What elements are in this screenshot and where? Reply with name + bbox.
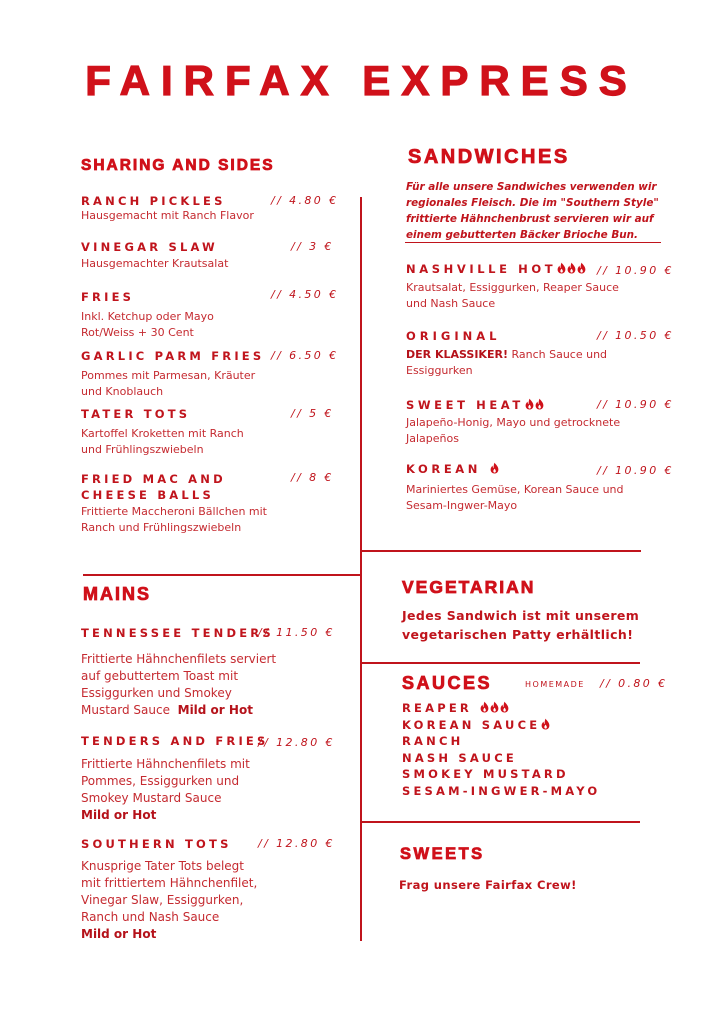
vegetarian-note: [402, 606, 639, 644]
item-price: // 4.80 €: [271, 194, 339, 207]
item-price: // 3 €: [291, 240, 334, 253]
description-line: mit frittiertem Hähnchenfilet,: [81, 876, 258, 890]
description-line: und Knoblauch: [81, 385, 164, 398]
item-price: // 4.50 €: [271, 288, 339, 301]
item-description: [406, 482, 624, 514]
description-line: Frittierte Hähnchenfilets serviert: [81, 652, 277, 666]
description-line: Essiggurken und Smokey: [81, 686, 232, 700]
item-price: // 10.90 €: [597, 464, 674, 477]
flame-icon: [557, 262, 566, 274]
description-line: Kartoffel Kroketten mit Ranch: [81, 427, 244, 440]
description-line: Pommes, Essiggurken und: [81, 774, 240, 788]
sandwich-intro: [406, 179, 659, 243]
item-price: // 10.90 €: [597, 264, 674, 277]
intro-line: Für alle unsere Sandwiches verwenden wir: [406, 181, 657, 193]
item-description: Hausgemacht mit Ranch Flavor: [81, 209, 254, 222]
mains-top-divider: [83, 574, 362, 576]
item-description: [406, 347, 607, 379]
item-description: [81, 858, 257, 943]
sauce-item: SESAM-INGWER-MAYO: [402, 783, 601, 798]
note-line: Jedes Sandwich ist mit unserem: [402, 608, 640, 623]
item-description: Hausgemachter Krautsalat: [81, 257, 229, 270]
description-line: Essiggurken: [406, 364, 473, 377]
description-line: auf gebuttertem Toast mit: [81, 669, 239, 683]
item-name: TENNESSEE TENDERS: [81, 626, 274, 640]
description-line: Mariniertes Gemüse, Korean Sauce und: [406, 483, 624, 496]
item-description: [81, 368, 255, 400]
sauce-item: [402, 700, 600, 717]
description-text: Ranch Sauce und: [507, 348, 608, 361]
section-heading-sweets: SWEETS: [400, 845, 485, 863]
item-price: // 5 €: [291, 407, 334, 420]
flame-icon: [535, 398, 544, 410]
item-name-text: KOREAN: [406, 462, 482, 476]
description-line: Ranch und Frühlingszwiebeln: [81, 521, 242, 534]
item-price: // 8 €: [291, 471, 334, 484]
section-heading-mains: MAINS: [83, 584, 151, 604]
sauce-item: RANCH: [402, 734, 464, 748]
item-name: TENDERS AND FRIES: [81, 734, 269, 748]
flame-icon: [490, 462, 499, 474]
description-line: Krautsalat, Essiggurken, Reaper Sauce: [406, 281, 619, 294]
item-price: // 12.80 €: [258, 736, 335, 749]
sauce-item: SMOKEY MUSTARD: [402, 767, 569, 781]
item-name: [406, 398, 544, 412]
description-line: Knusprige Tater Tots belegt: [81, 859, 245, 873]
sauces-price: // 0.80 €: [600, 677, 668, 690]
item-name-line: CHEESE BALLS: [81, 488, 214, 502]
description-line: Inkl. Ketchup oder Mayo: [81, 310, 214, 323]
flame-icon: [490, 701, 499, 713]
description-highlight: DER KLASSIKER!: [406, 348, 508, 361]
description-line: Jalapeños: [406, 432, 459, 445]
item-name: RANCH PICKLES: [81, 194, 226, 208]
note-line: vegetarischen Patty erhältlich!: [402, 627, 634, 642]
vegetarian-top-divider: [361, 550, 641, 552]
homemade-label: HOMEMADE: [525, 680, 585, 689]
item-description: [81, 426, 244, 458]
sweets-top-divider: [361, 821, 640, 823]
item-name: FRIES: [81, 290, 135, 304]
sauce-item: [402, 717, 600, 734]
center-vertical-divider: [360, 197, 362, 941]
section-heading-sandwiches: SANDWICHES: [408, 146, 570, 168]
item-price: // 6.50 €: [271, 349, 339, 362]
sweets-note: Frag unsere Fairfax Crew!: [399, 878, 577, 892]
description-line: Sesam-Ingwer-Mayo: [406, 499, 518, 512]
item-description: [81, 651, 276, 719]
spice-option-label: Mild or Hot: [177, 703, 253, 717]
item-price: // 11.50 €: [258, 626, 335, 639]
item-name: ORIGINAL: [406, 329, 501, 343]
description-line: Smokey Mustard Sauce: [81, 791, 222, 805]
section-heading-sauces: SAUCES: [402, 673, 493, 693]
spice-option-label: Mild or Hot: [81, 808, 157, 822]
description-line: Vinegar Slaw, Essiggurken,: [81, 893, 244, 907]
description-line: Jalapeño-Honig, Mayo und getrocknete: [406, 416, 621, 429]
description-text: Mustard Sauce: [81, 703, 170, 717]
intro-line: einem gebutterten Bäcker Brioche Bun.: [406, 229, 638, 241]
flame-icon: [577, 262, 586, 274]
flame-icon: [525, 398, 534, 410]
spice-option-label: Mild or Hot: [81, 927, 157, 941]
sauce-name: KOREAN SAUCE: [402, 717, 541, 732]
flame-icon: [500, 701, 509, 713]
item-name-text: NASHVILLE HOT: [406, 262, 557, 276]
sauce-list: [402, 700, 600, 799]
item-price: // 10.50 €: [597, 329, 674, 342]
section-heading-sharing: SHARING AND SIDES: [81, 157, 275, 174]
item-name: SOUTHERN TOTS: [81, 837, 232, 851]
item-name: [81, 471, 226, 503]
description-line: Rot/Weiss + 30 Cent: [81, 326, 194, 339]
item-price: // 12.80 €: [258, 837, 335, 850]
item-description: [81, 309, 214, 341]
sauces-top-divider: [361, 662, 640, 664]
sauce-item: NASH SAUCE: [402, 750, 517, 765]
item-name-line: FRIED MAC AND: [81, 472, 226, 486]
description-line: und Frühlingszwiebeln: [81, 443, 204, 456]
item-description: [81, 756, 250, 824]
item-name: TATER TOTS: [81, 407, 191, 421]
sauce-name: REAPER: [402, 701, 472, 715]
description-line: Frittierte Maccheroni Bällchen mit: [81, 505, 267, 518]
item-name: [406, 262, 586, 276]
flame-icon: [567, 262, 576, 274]
description-line: und Nash Sauce: [406, 297, 496, 310]
item-description: [81, 504, 267, 536]
item-description: [406, 415, 620, 447]
item-name: VINEGAR SLAW: [81, 240, 218, 254]
intro-line: regionales Fleisch. Die im "Southern Style": [406, 197, 659, 209]
flame-icon: [541, 718, 550, 730]
intro-line: frittierte Hähnchenbrust servieren wir auf: [406, 213, 654, 225]
menu-title: FAIRFAX EXPRESS: [85, 57, 638, 104]
description-line: Pommes mit Parmesan, Kräuter: [81, 369, 256, 382]
item-description: [406, 280, 619, 312]
section-heading-vegetarian: VEGETARIAN: [402, 577, 536, 597]
item-name: GARLIC PARM FRIES: [81, 349, 265, 363]
flame-icon: [480, 701, 489, 713]
item-name-text: SWEET HEAT: [406, 398, 524, 412]
item-name: [406, 462, 499, 476]
description-line: [81, 702, 276, 719]
description-line: [406, 347, 607, 363]
description-line: Frittierte Hähnchenfilets mit: [81, 757, 250, 771]
description-line: Ranch und Nash Sauce: [81, 910, 220, 924]
item-price: // 10.90 €: [597, 398, 674, 411]
